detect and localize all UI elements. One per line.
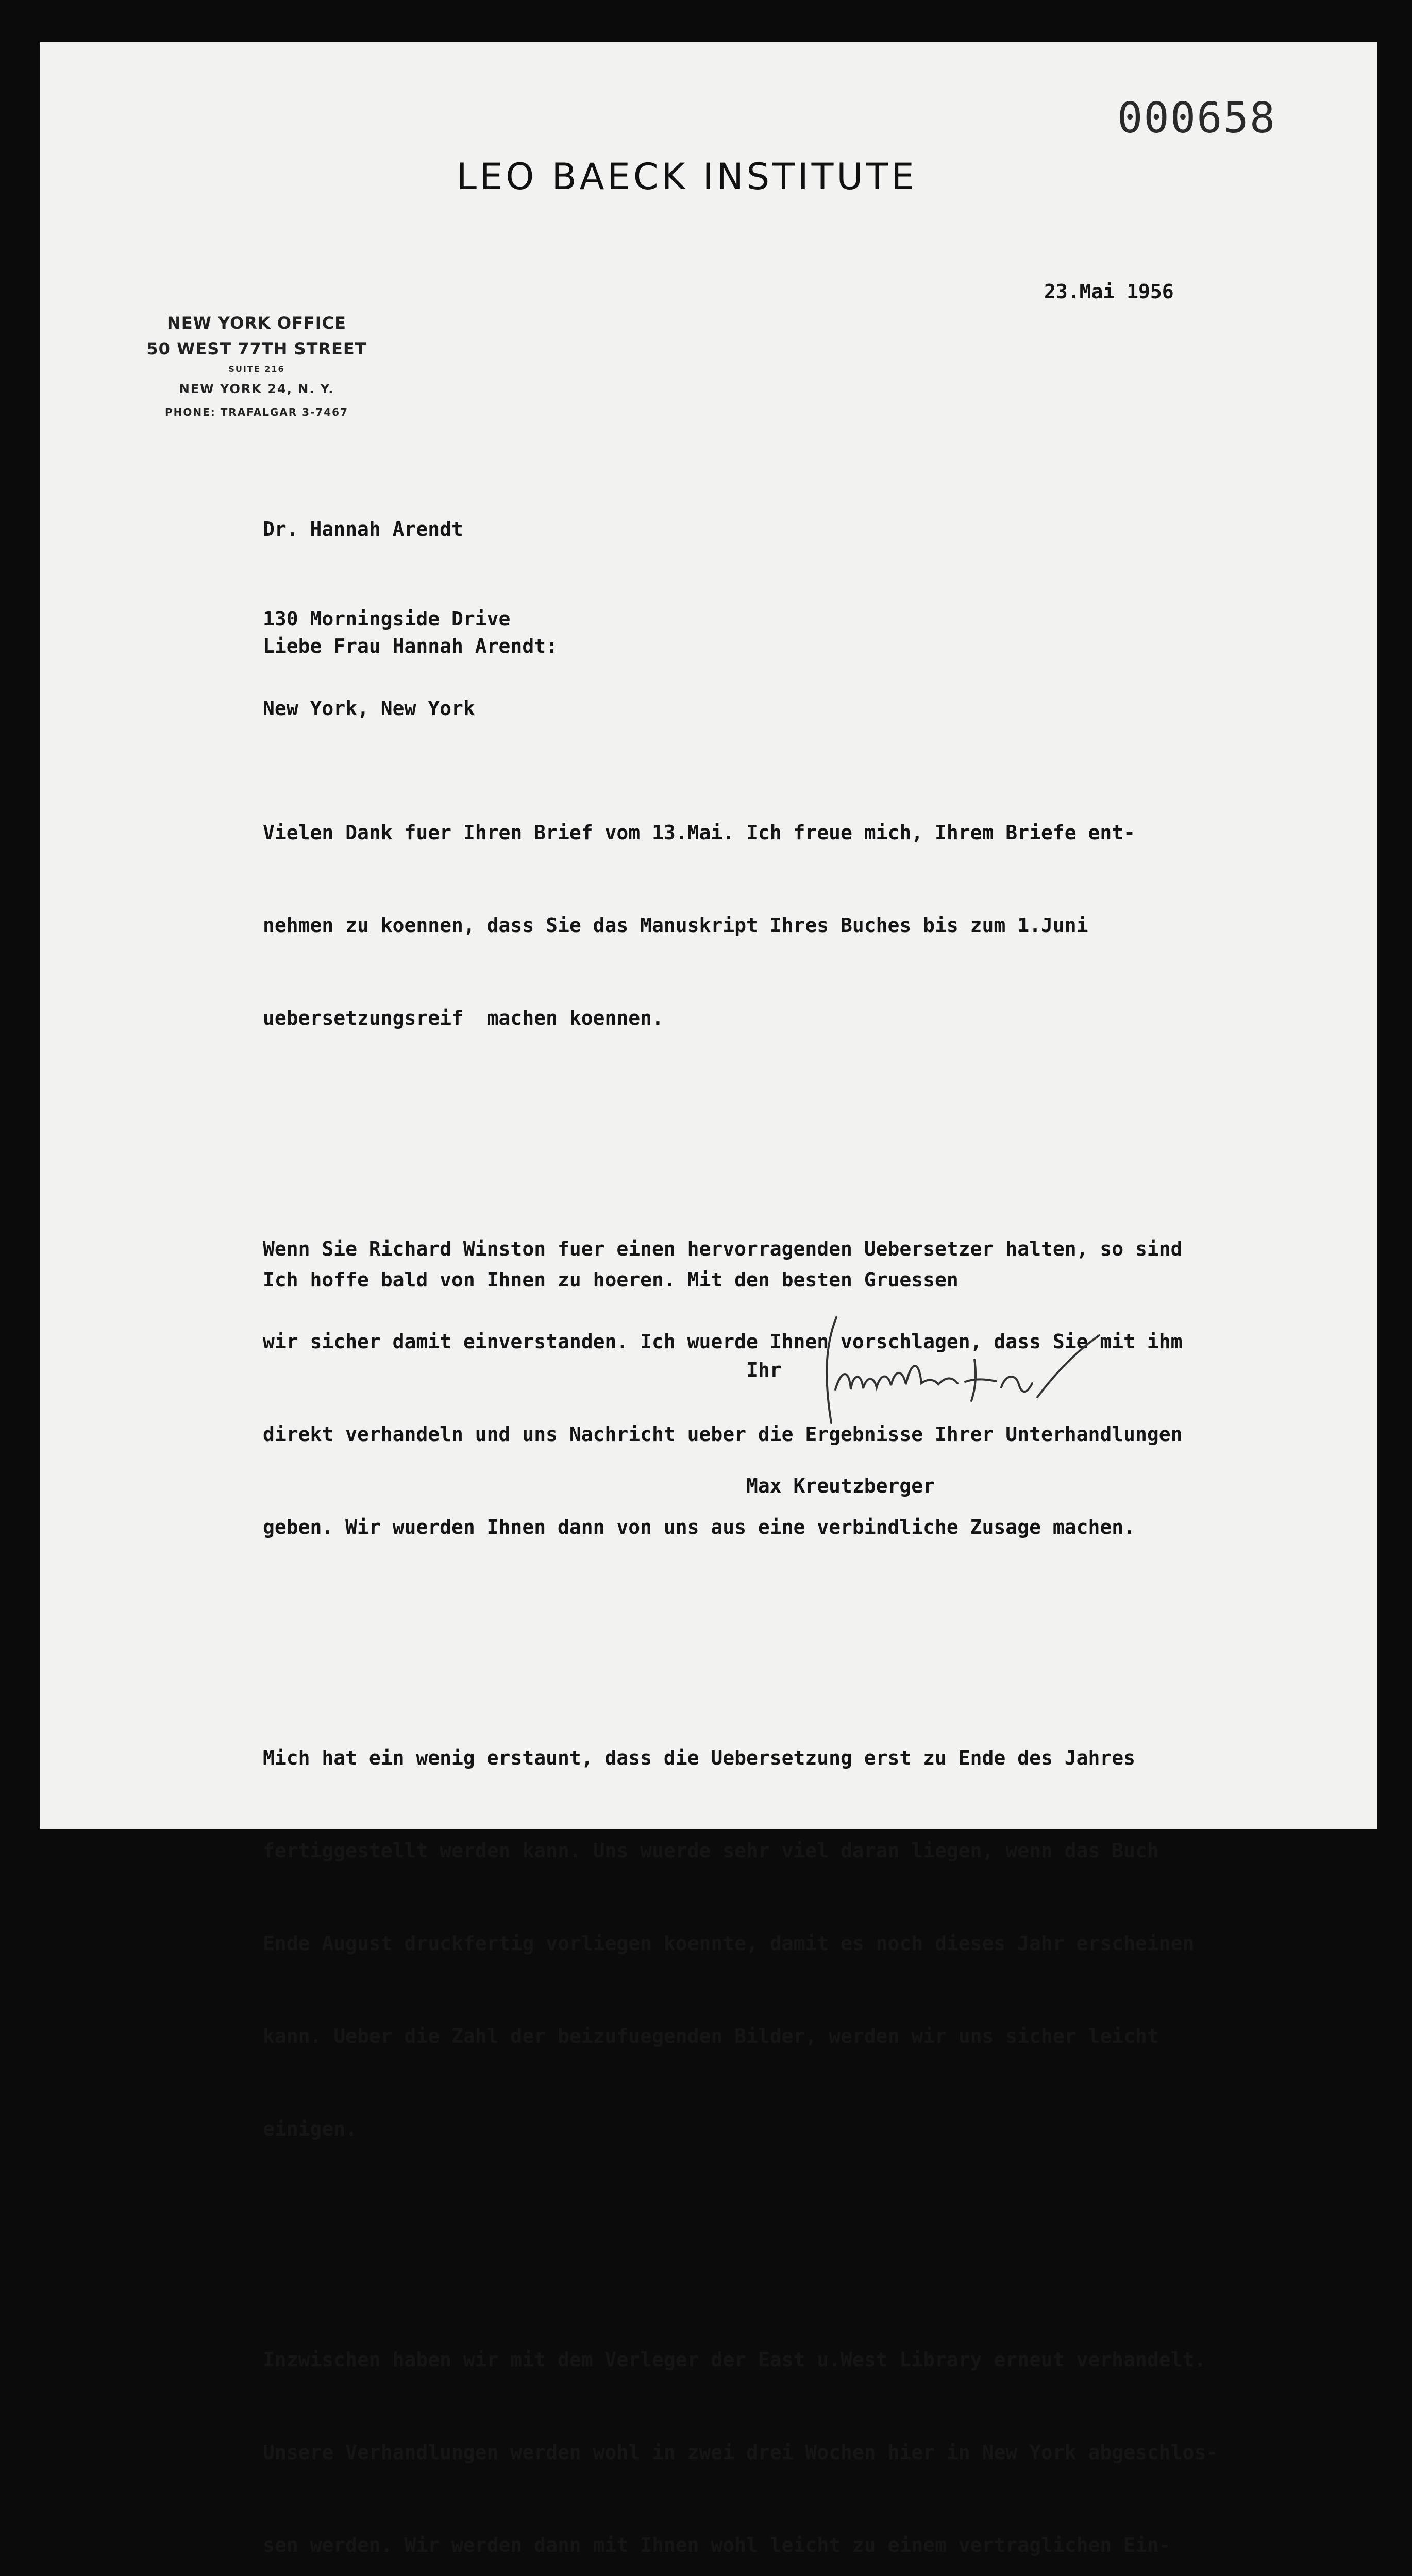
body-line: wir sicher damit einverstanden. Ich wuerde Ihnen vorschlagen, dass Sie mit ihm [263,1330,1183,1353]
body-line: einigen. [263,2117,358,2140]
document-number: 000658 [1117,94,1276,143]
body-line: Inzwischen haben wir mit dem Verleger der East u.West Library erneut verhandelt. [263,2348,1206,2371]
body-line: direkt verhandeln und uns Nachricht ueber die Ergebnisse Ihrer Unterhandlungen [263,1423,1183,1446]
office-line: PHONE: TRAFALGAR 3-7467 [164,406,348,418]
body-line: uebersetzungsreif machen koennen. [263,1007,664,1029]
recipient-line: New York, New York [263,697,475,720]
paragraph [263,2282,1371,2576]
office-line: NEW YORK OFFICE [166,313,347,333]
letterhead-institute: LEO BAECK INSTITUTE [457,156,917,198]
office-line: 50 WEST 77TH STREET [146,339,367,359]
body-line: Wenn Sie Richard Winston fuer einen hervorragenden Uebersetzer halten, so sind [263,1238,1183,1260]
body-line: Unsere Verhandlungen werden wohl in zwei drei Wochen hier in New York abgeschlos- [263,2441,1218,2464]
body-line: Ende August druckfertig vorliegen koennte, damit es noch dieses Jahr erscheinen [263,1932,1195,1955]
body-line: fertiggestellt werden kann. Uns wuerde sehr viel daran liegen, wenn das Buch [263,1839,1159,1862]
paragraph [263,1681,1371,2206]
recipient-line: 130 Morningside Drive [263,607,511,630]
body-line: Vielen Dank fuer Ihren Brief vom 13.Mai. Ich freue mich, Ihrem Briefe ent- [263,821,1135,844]
letterhead-office-address [123,310,391,423]
salutation: Liebe Frau Hannah Arendt: [263,635,558,657]
valediction: Ihr [746,1359,782,1381]
letter-date: 23.Mai 1956 [1044,280,1174,303]
recipient-line: Dr. Hannah Arendt [263,518,463,540]
letter-body [263,710,1371,2576]
office-line: SUITE 216 [228,364,285,374]
body-line: sen werden. Wir werden dann mit Ihnen wohl leicht zu einem vertraglichen Ein- [263,2534,1171,2556]
body-line: geben. Wir wuerden Ihnen dann von uns aus eine verbindliche Zusage machen. [263,1516,1135,1538]
letter-page [40,42,1377,2556]
handwritten-signature [811,1312,1120,1431]
body-line: nehmen zu koennen, dass Sie das Manuskript Ihres Buches bis zum 1.Juni [263,914,1088,937]
body-line: Mich hat ein wenig erstaunt, dass die Uebersetzung erst zu Ende des Jahres [263,1747,1135,1769]
body-line: kann. Ueber die Zahl der beizufuegenden Bilder, werden wir uns sicher leicht [263,2025,1159,2047]
office-line: NEW YORK 24, N. Y. [179,382,334,396]
signer-name: Max Kreutzberger [746,1475,935,1497]
paragraph [263,755,1371,1095]
closing-line: Ich hoffe bald von Ihnen zu hoeren. Mit den besten Gruessen [263,1268,959,1291]
